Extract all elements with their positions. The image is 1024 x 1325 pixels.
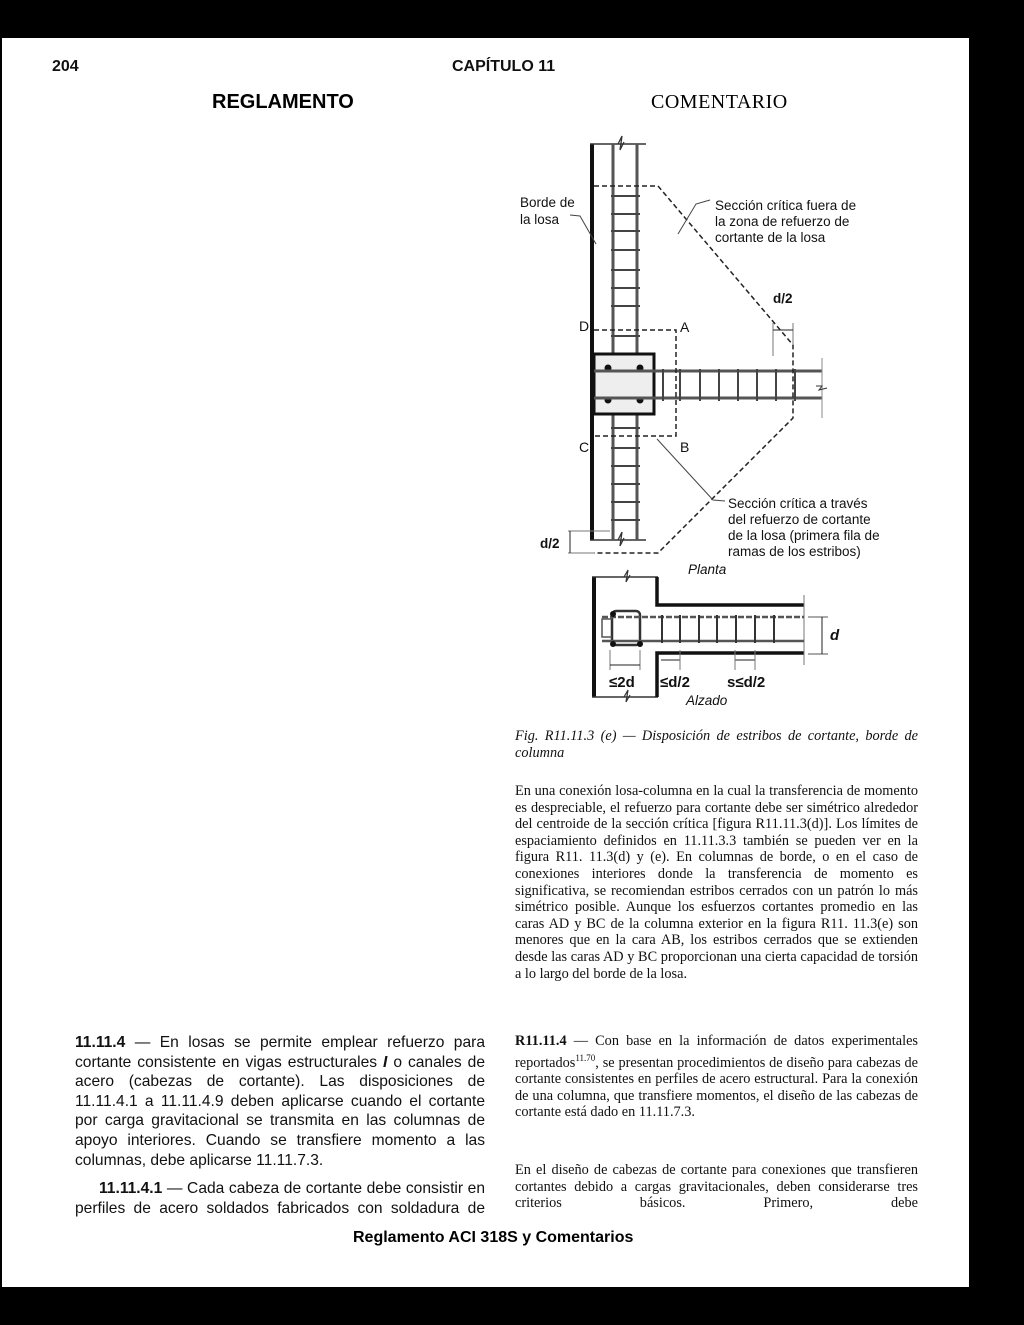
label-borde-2: la losa <box>520 212 560 227</box>
label-point-a: A <box>680 319 690 335</box>
figure-plan-view <box>500 128 940 577</box>
label-alzado: Alzado <box>686 693 728 708</box>
leader-seccion-traves <box>657 439 725 501</box>
code-section-italic-i: I <box>383 1053 388 1071</box>
commentary-paragraph-1: En una conexión losa-columna en la cual la transferencia de momento es despreciable, el refuerzo para cortante debe ser simétrico alrededor del centroide de la sección crítica [figura R11.11.3(d)]. Los límites de espaciamiento definidos en 11.11.3.3 también se pueden ver en la figura R11. 11.3(d) y (e). En columnas de borde, o en el caso de conexiones interiores donde la transferencia de momento es significativa, se recomiendan estribos cerrados con un patrón lo más simétrico posible. Aunque los esfuerzos cortantes promedio en las caras AD y BC de la columna exterior en la figura R11. 11.3(e) son menores que en la cara AB, los estribos cerrados que se extienden desde las caras AD y BC proporcionan una cierta capacidad de torsión a lo largo del borde de la losa. <box>515 783 918 982</box>
code-subsection-text: — Cada cabeza de cortante debe consistir en perfiles de acero soldados fabricados con soldadura de <box>75 1180 485 1217</box>
label-dim-first: ≤d/2 <box>660 674 690 691</box>
figure-elevation-view <box>572 565 872 715</box>
code-section-11-11-4-1 <box>75 1179 485 1218</box>
break-symbol-bottom <box>618 532 624 546</box>
code-section-number: 11.11.4 <box>75 1034 126 1051</box>
label-seccion-fuera-3: cortante de la losa <box>715 230 826 245</box>
label-borde-1: Borde de <box>520 195 575 210</box>
chapter-title: CAPÍTULO 11 <box>452 58 556 75</box>
code-section-text-b: o canales de acero (cabezas de cortante). Las disposiciones de 11.11.4.1 a 11.11.4.9 deben aplicarse cuando el cortante por carga gravitacional se transmita en las columnas de apoyo interiores. Cuando se transfiere momento a las columnas, debe aplicarse 11.11.7.3. <box>75 1053 486 1169</box>
column-title-reglamento: REGLAMENTO <box>212 91 354 113</box>
ladder-rungs-h <box>663 369 795 401</box>
label-d2-top: d/2 <box>773 291 793 306</box>
label-dim-2d: ≤2d <box>609 674 635 691</box>
column-section <box>594 354 654 414</box>
reference-superscript: 11.70 <box>575 1052 596 1063</box>
column-title-comentario: COMENTARIO <box>651 91 788 113</box>
code-subsection-number: 11.11.4.1 <box>99 1180 163 1197</box>
figure-caption-prefix: Fig. R11.11.3 (e) <box>515 728 617 744</box>
break-symbol-top <box>618 136 624 150</box>
label-point-c: C <box>579 439 590 455</box>
label-dim-s: s≤d/2 <box>727 674 766 691</box>
commentary-r11-11-4 <box>515 1033 918 1121</box>
commentary-r11-11-4-text-b: , se presentan procedimientos de diseño para cabezas de cortante consistentes en perfiles de acero estructural. Para la conexión de una columna, que transfiere momentos, el diseño de las cabezas de cortante está dado en 11.11.7.3. <box>515 1054 918 1121</box>
label-seccion-traves-3: de la losa (primera fila de <box>728 528 880 543</box>
label-dim-d: d <box>830 627 840 644</box>
page-number: 204 <box>52 58 79 75</box>
label-seccion-traves-2: del refuerzo de cortante <box>728 512 871 527</box>
figure-caption <box>515 728 918 762</box>
label-seccion-traves-1: Sección crítica a través <box>728 496 868 511</box>
label-seccion-traves-4: ramas de los estribos) <box>728 544 861 559</box>
label-point-d: D <box>579 318 590 334</box>
code-section-11-11-4 <box>75 1033 485 1170</box>
label-d2-left: d/2 <box>540 536 560 551</box>
figure-caption-text: — Disposición de estribos de cortante, borde de columna <box>515 728 919 761</box>
commentary-paragraph-3: En el diseño de cabezas de cortante para conexiones que transfieren cortantes debido a cargas gravitacionales, deben considerarse tres criterios básicos. Primero, debe <box>515 1162 918 1212</box>
document-page <box>2 38 969 1287</box>
commentary-section-number: R11.11.4 <box>515 1033 567 1049</box>
label-planta: Planta <box>688 562 727 577</box>
page-footer: Reglamento ACI 318S y Comentarios <box>353 1229 634 1246</box>
label-seccion-fuera-2: la zona de refuerzo de <box>715 214 850 229</box>
label-point-b: B <box>680 439 690 455</box>
commentary-r11-11-4-text-a: — Con base en la información de datos experimentales reportados <box>515 1033 918 1071</box>
code-section-text-a: — En losas se permite emplear refuerzo para cortante consistente en vigas estructurales <box>75 1034 485 1071</box>
label-seccion-fuera-1: Sección crítica fuera de <box>715 198 857 213</box>
